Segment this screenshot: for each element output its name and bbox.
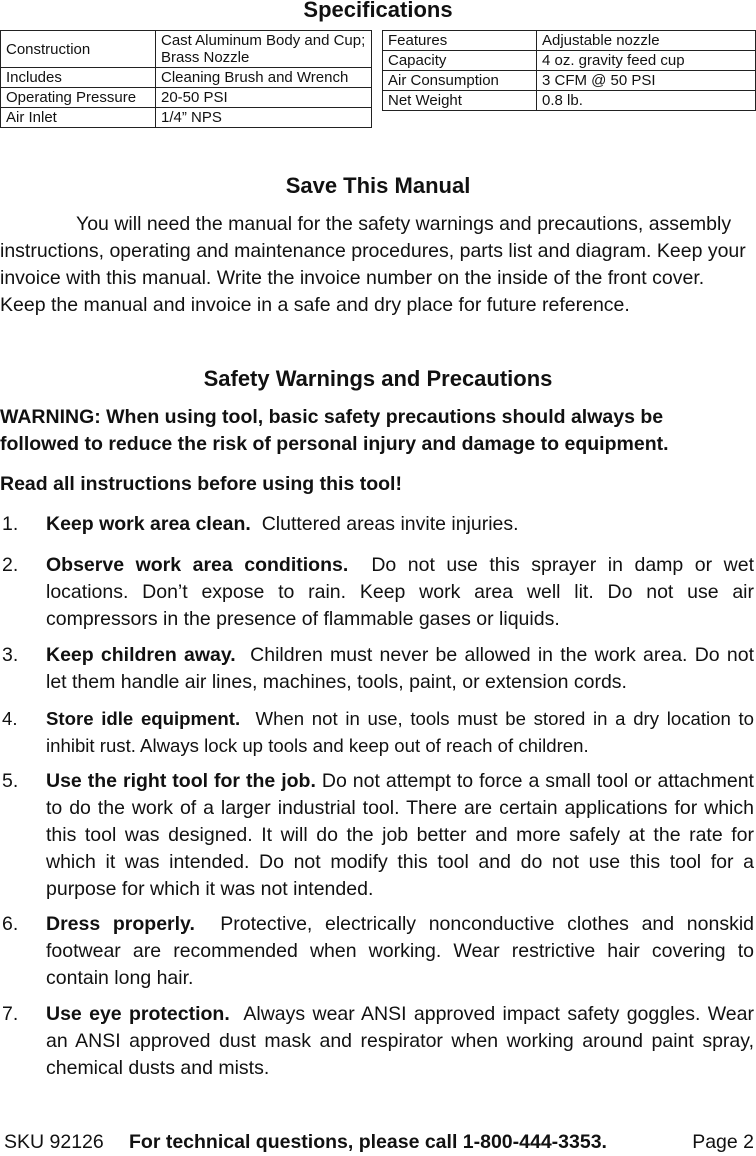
save-manual-paragraph: You will need the manual for the safety warnings and precautions, assembly instructions, operating and maintenance procedures, parts list and diagram. Keep your invoice with this manual. Write the invoice number on the inside of the front cover. Keep the manual and invoice in a safe and dry place for future reference. <box>0 213 746 316</box>
rule-heading: Keep children away. <box>46 644 236 666</box>
rule-number: 7. <box>2 1003 19 1025</box>
safety-rule <box>0 705 754 759</box>
spec-value: 4 oz. gravity feed cup <box>537 51 756 71</box>
rule-text: Always wear ANSI approved impact safety goggles. Wear an ANSI approved dust mask and respirator when working around paint spray, chemical dusts and mists. <box>46 1003 754 1079</box>
spec-label: Net Weight <box>383 91 537 111</box>
rule-text: Children must never be allowed in the work area. Do not let them handle air lines, machines, tools, paint, or extension cords. <box>46 644 754 693</box>
specifications-table-left <box>0 30 372 128</box>
rule-number: 3. <box>2 644 19 666</box>
safety-warnings-heading: Safety Warnings and Precautions <box>203 366 553 391</box>
spec-label: Features <box>383 31 537 51</box>
spec-value: 3 CFM @ 50 PSI <box>537 71 756 91</box>
sku-label: SKU 92126 <box>4 1131 104 1153</box>
safety-rule <box>0 1001 754 1082</box>
rule-heading: Dress properly. <box>46 913 195 935</box>
rule-number: 2. <box>2 554 19 576</box>
spec-row <box>1 68 372 88</box>
spec-value: 1/4” NPS <box>156 108 372 128</box>
spec-label: Air Inlet <box>1 108 156 128</box>
spec-label: Includes <box>1 68 156 88</box>
rule-number: 1. <box>2 513 19 535</box>
rule-text: When not in use, tools must be stored in a dry location to inhibit rust. Always lock up tools and keep out of reach of children. <box>46 708 755 756</box>
spec-value: Cleaning Brush and Wrench <box>156 68 372 88</box>
rule-heading: Observe work area conditions. <box>46 554 349 576</box>
technical-questions-phone: For technical questions, please call 1-800-444-3353. <box>129 1131 607 1153</box>
specifications-table-right <box>382 30 756 111</box>
safety-rule <box>0 511 754 538</box>
spec-value: Cast Aluminum Body and Cup; Brass Nozzle <box>156 31 372 68</box>
spec-value: 20-50 PSI <box>156 88 372 108</box>
rule-number: 4. <box>2 708 18 729</box>
spec-value: 0.8 lb. <box>537 91 756 111</box>
rule-heading: Use eye protection. <box>46 1003 230 1025</box>
spec-row <box>383 91 756 111</box>
rule-heading: Use the right tool for the job. <box>46 770 316 792</box>
rule-text: Do not use this sprayer in damp or wet locations. Don’t expose to rain. Keep work area well lit. Do not use air compressors in the presence of flammable gases or liquids. <box>46 554 755 630</box>
spec-row <box>1 31 372 68</box>
rule-heading: Keep work area clean. <box>46 513 251 535</box>
read-instructions-note: Read all instructions before using this tool! <box>0 473 402 495</box>
spec-row <box>383 51 756 71</box>
rule-heading: Store idle equipment. <box>46 708 241 729</box>
safety-rule <box>0 768 754 903</box>
spec-label: Construction <box>1 31 156 68</box>
spec-label: Capacity <box>383 51 537 71</box>
rule-number: 6. <box>2 913 19 935</box>
save-manual-heading: Save This Manual <box>285 173 471 198</box>
page-number: Page 2 <box>692 1131 754 1153</box>
rule-text: Do not attempt to force a small tool or attachment to do the work of a larger industrial tool. There are certain applications for which this tool was designed. It will do the job better and more safely at the rate for which it was intended. Do not modify this tool and do not use this tool for a purpose for which it was not intended. <box>46 770 754 900</box>
spec-row <box>1 88 372 108</box>
safety-rule <box>0 911 754 992</box>
safety-rule <box>0 642 754 696</box>
spec-row <box>1 108 372 128</box>
spec-label: Air Consumption <box>383 71 537 91</box>
warning-statement: WARNING: When using tool, basic safety precautions should always be followed to reduce the risk of personal injury and damage to equipment. <box>0 406 669 455</box>
safety-rule <box>0 552 754 633</box>
spec-row <box>383 71 756 91</box>
specifications-title: Specifications <box>303 0 453 22</box>
spec-value: Adjustable nozzle <box>537 31 756 51</box>
rule-number: 5. <box>2 770 19 792</box>
rule-text: Cluttered areas invite injuries. <box>261 513 519 535</box>
rule-text: Protective, electrically nonconductive clothes and nonskid footwear are recommended when working. Wear restrictive hair covering to contain long hair. <box>46 913 754 989</box>
spec-label: Operating Pressure <box>1 88 156 108</box>
spec-row <box>383 31 756 51</box>
